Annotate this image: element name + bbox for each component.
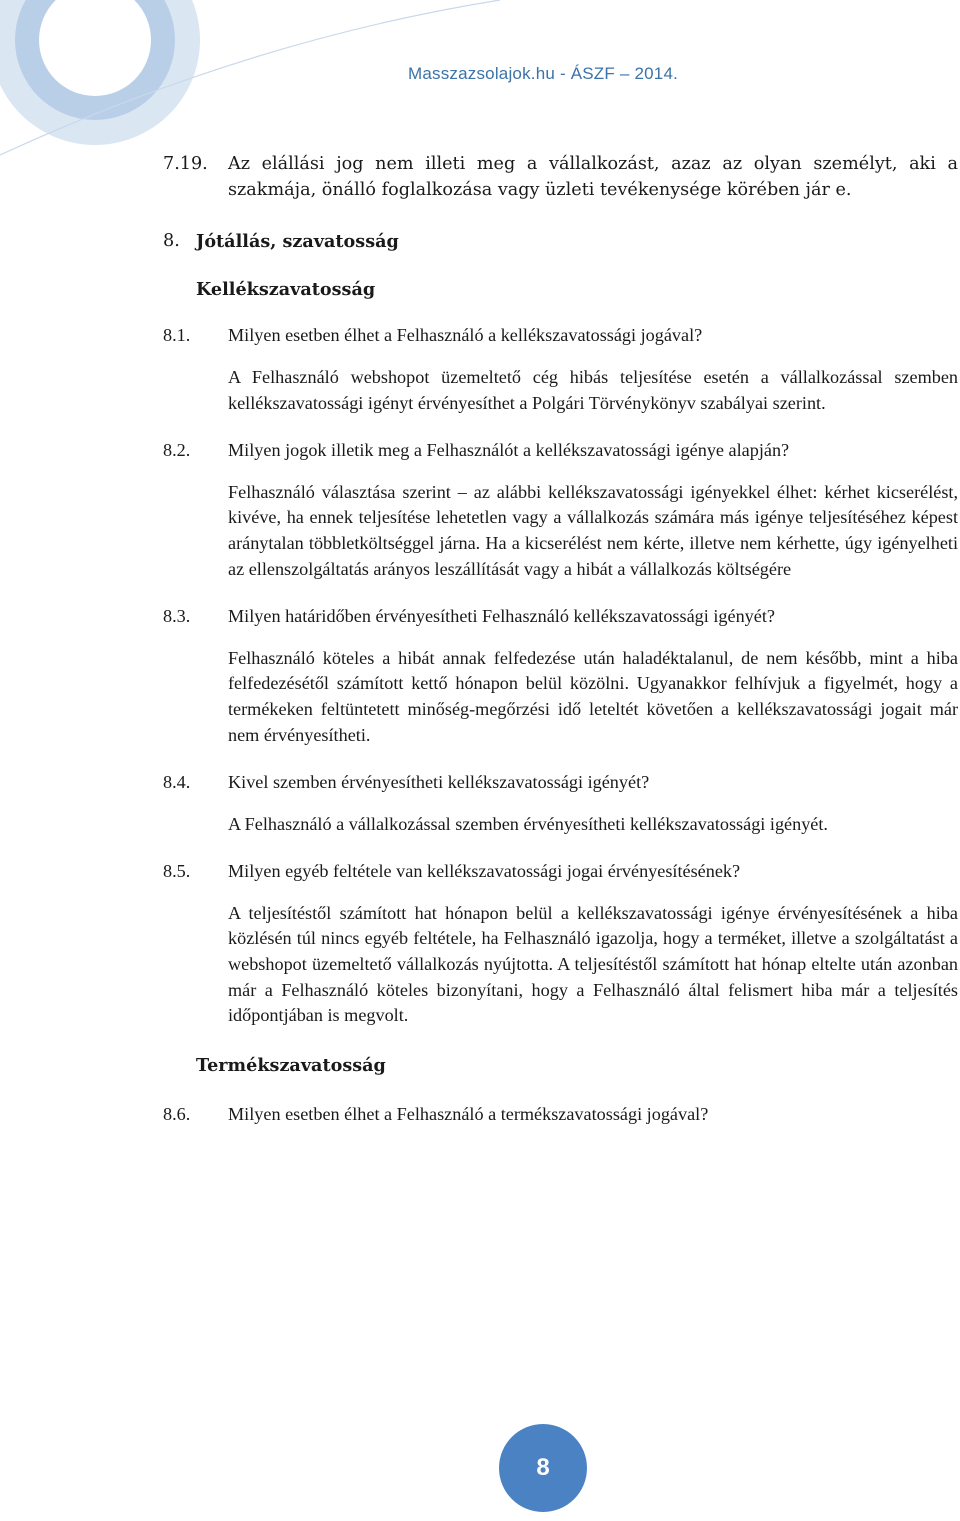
answer-8-3: Felhasználó köteles a hibát annak felfedezése után haladéktalanul, de nem később, mint a hiba felfedezésétől számított kettő hónapon belül közölni. Ugyanakkor felhívjuk a figyelmét, hogy a termékeken feltüntetett minőség-megőrzési idő leteltét követően a kellékszavatossági jogait már nem érvényesítheti. (228, 647, 958, 745)
question-number: 8.3. (163, 606, 191, 627)
question-text: Milyen egyéb feltétele van kellékszavatossági jogai érvényesítésének? (228, 861, 741, 882)
page-header: Masszazsolajok.hu - ÁSZF – 2014. (408, 64, 679, 83)
subheading-kellekszavatossag: Kellékszavatosság (196, 278, 376, 300)
question-text: Milyen jogok illetik meg a Felhasználót a kellékszavatossági igénye alapján? (228, 440, 790, 461)
page-number-badge: 8 (499, 1424, 587, 1512)
answer-8-2: Felhasználó választása szerint – az alábbi kellékszavatossági igényekkel élhet: kérhet kicserélést, kivéve, ha ennek teljesítése lehetetlen vagy a vállalkozás számára más igénye teljesítéséhez képest aránytalan többletköltséggel járna. Ha a kicserélést nem kérte, illetve nem kérhette, úgy igényelheti az ellenszolgáltatás arányos leszállítását vagy a hibát a vállalkozás költségére (228, 481, 958, 579)
document-body (163, 152, 958, 1128)
question-8-4 (163, 770, 958, 796)
clause-7-19 (163, 152, 958, 203)
question-number: 8.1. (163, 325, 191, 346)
question-text: Milyen határidőben érvényesítheti Felhasználó kellékszavatossági igényét? (228, 606, 775, 627)
question-text: Milyen esetben élhet a Felhasználó a kellékszavatossági jogával? (228, 325, 703, 346)
answer-8-4: A Felhasználó a vállalkozással szemben érvényesítheti kellékszavatossági igényét. (228, 813, 828, 834)
question-number: 8.5. (163, 861, 191, 882)
clause-number: 7.19. (163, 154, 208, 174)
question-text: Kivel szemben érvényesítheti kellékszavatossági igényét? (228, 772, 650, 793)
question-8-6 (163, 1102, 958, 1128)
subheading-termekszavatossag: Termékszavatosság (196, 1054, 386, 1076)
section-8-heading (163, 229, 958, 255)
question-8-3 (163, 604, 958, 630)
question-text: Milyen esetben élhet a Felhasználó a termékszavatossági jogával? (228, 1104, 709, 1125)
question-number: 8.4. (163, 772, 191, 793)
section-number: 8. (163, 231, 180, 252)
question-number: 8.2. (163, 440, 191, 461)
clause-text: Az elállási jog nem illeti meg a vállalkozást, azaz az olyan személyt, aki a szakmája, önálló foglalkozása vagy üzleti tevékenysége körében jár e. (228, 154, 958, 200)
answer-8-5: A teljesítéstől számított hat hónapon belül a kellékszavatossági igénye érvényesítésének a hiba közlésén túl nincs egyéb feltétele, ha Felhasználó igazolja, hogy a terméket, illetve a szolgáltatást a webshopot üzemeltető vállalkozás nyújtotta. A teljesítéstől számított hat hónap eltelte után azonban már a Felhasználó köteles bizonyítani, hogy a Felhasználó által felismert hiba már a teljesítés időpontjában is megvolt. (228, 902, 958, 1026)
question-8-2 (163, 438, 958, 464)
question-number: 8.6. (163, 1104, 191, 1125)
question-8-5 (163, 859, 958, 885)
section-title: Jótállás, szavatosság (196, 231, 399, 253)
question-8-1 (163, 323, 958, 349)
answer-8-1: A Felhasználó webshopot üzemeltető cég hibás teljesítése esetén a vállalkozással szemben kellékszavatossági igényt érvényesíthet a Polgári Törvénykönyv szabályai szerint. (228, 366, 958, 413)
